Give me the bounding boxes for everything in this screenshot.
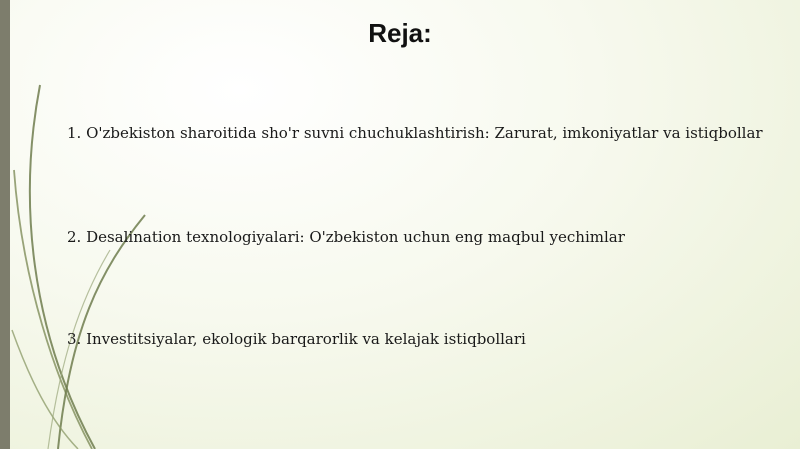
agenda-item-3: 3. Investitsiyalar, ekologik barqarorlik va kelajak istiqbollari (67, 330, 526, 348)
swoosh-line (14, 170, 92, 449)
agenda-item-2: 2. Desalination texnologiyalari: O'zbekiston uchun eng maqbul yechimlar (67, 228, 625, 246)
decorative-swoosh-lines (0, 0, 160, 449)
slide-title: Reja: (368, 18, 432, 48)
agenda-item-1: 1. O'zbekiston sharoitida sho'r suvni chuchuklashtirish: Zarurat, imkoniyatlar va istiqbollar (67, 124, 763, 142)
